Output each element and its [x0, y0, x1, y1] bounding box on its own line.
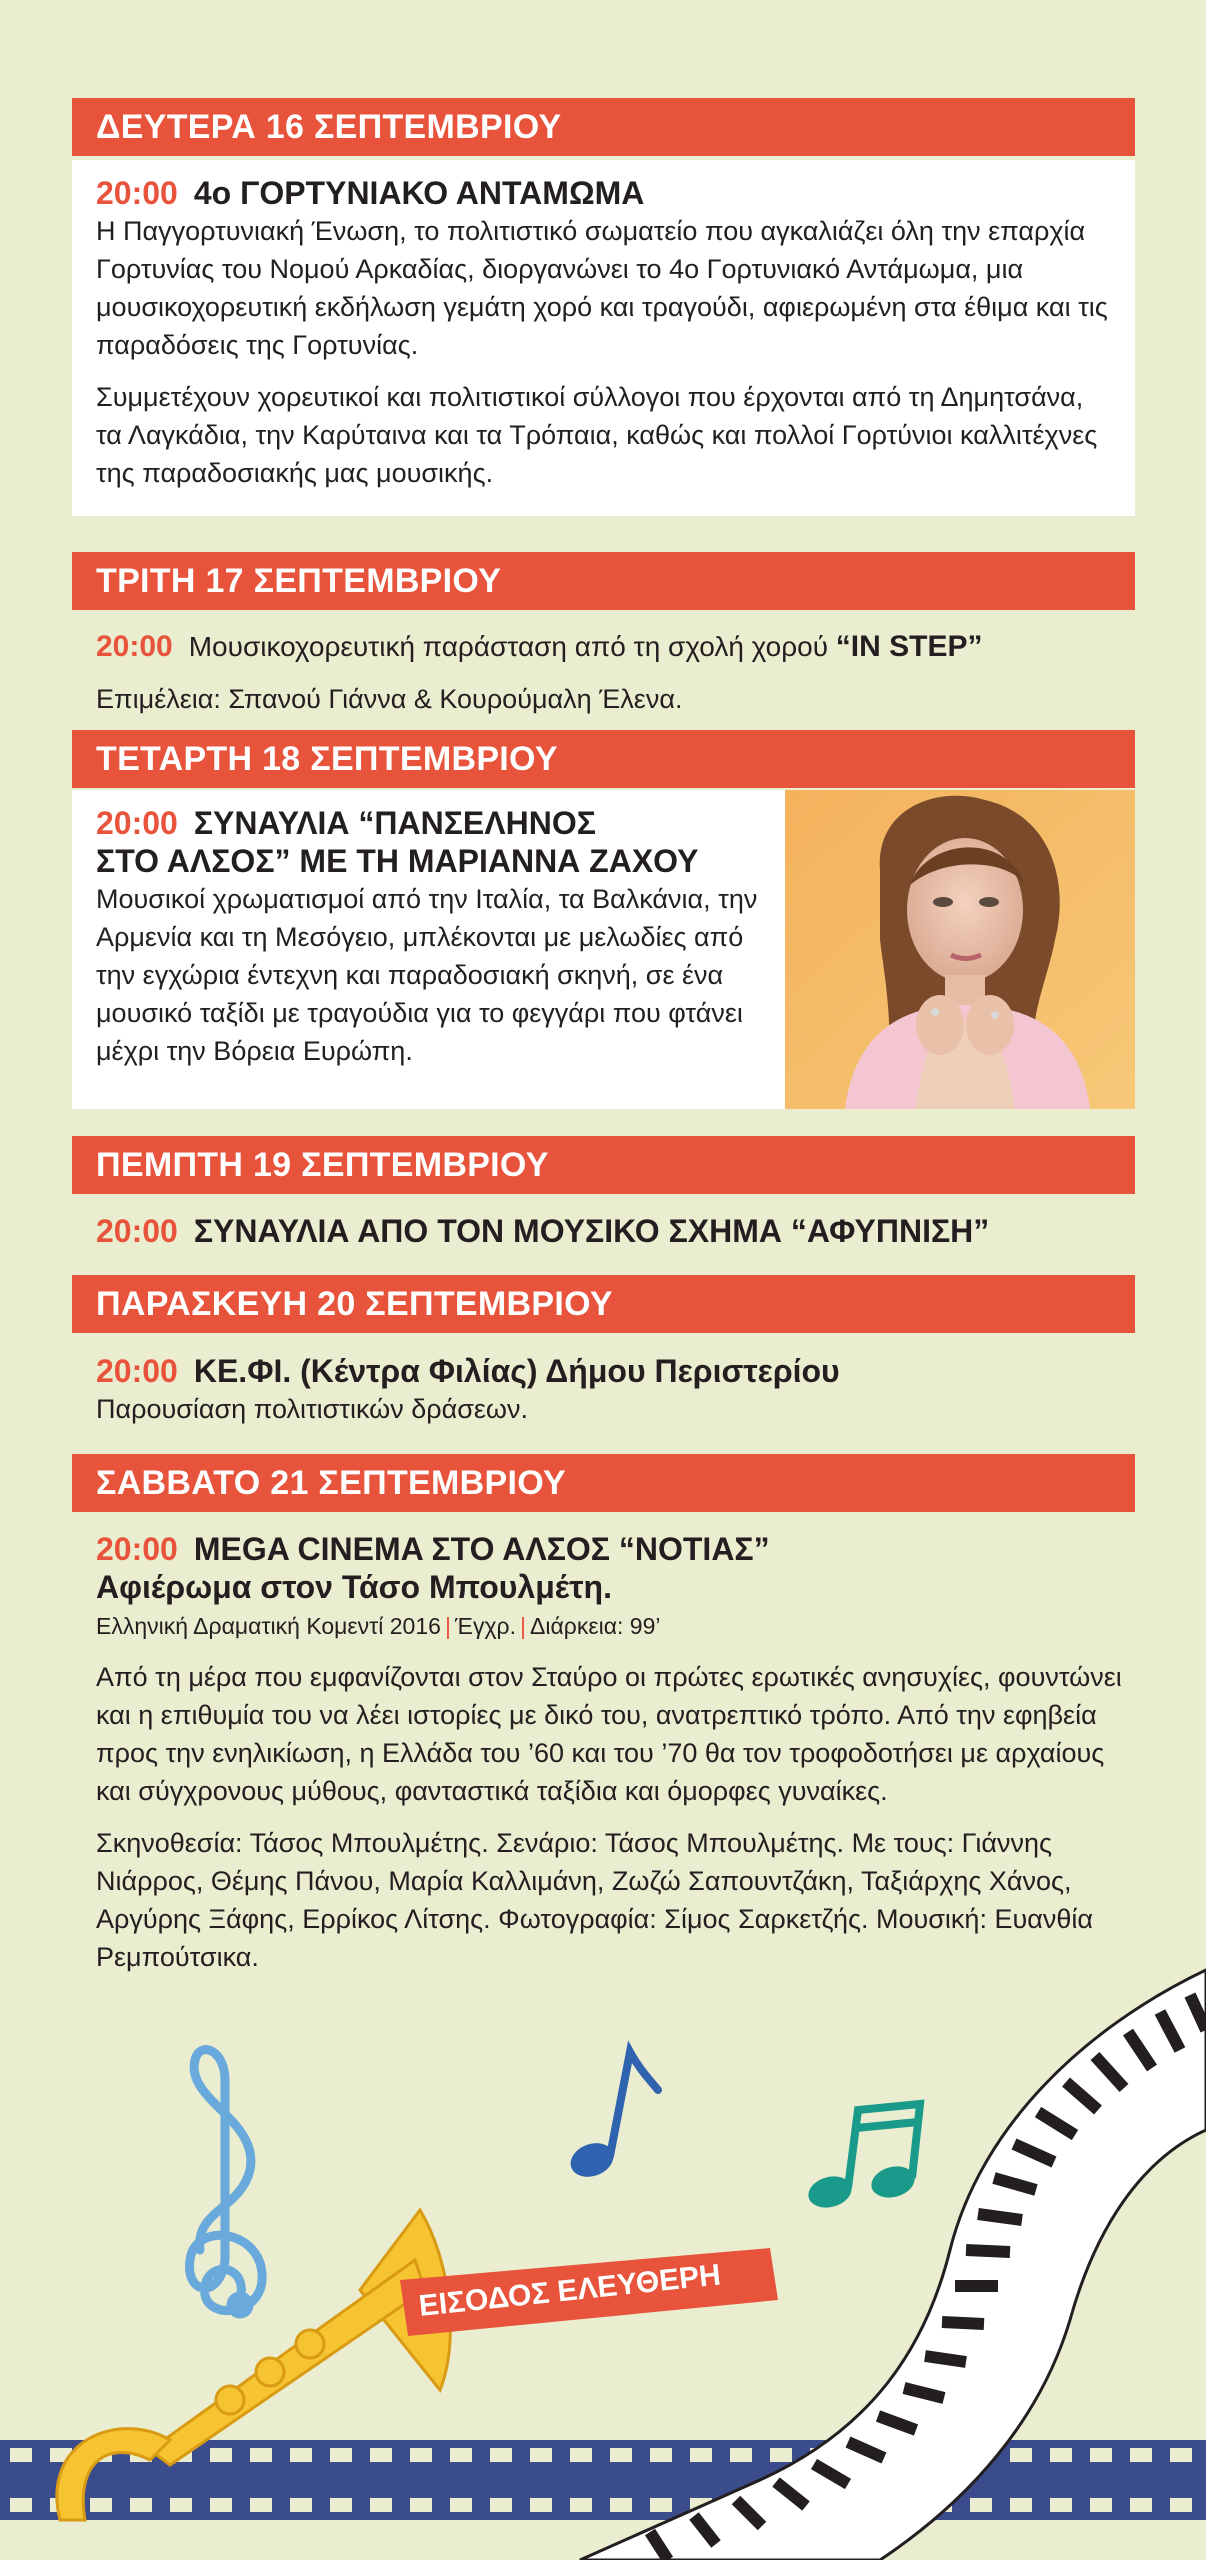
- event-title-dedication: Αφιέρωμα στον Τάσο Μπουλμέτη.: [96, 1569, 612, 1605]
- event-block-saturday: [96, 1530, 1146, 1976]
- day-heading-tuesday: ΤΡΙΤΗ 17 ΣΕΠΤΕΜΒΡΙΟΥ: [72, 552, 1135, 610]
- event-description: Η Παγγορτυνιακή Ένωση, το πολιτιστικό σωματείο που αγκαλιάζει όλη την επαρχία Γορτυνίας του Νομού Αρκαδίας, διοργανώνει το 4ο Γορτυνιακό Αντάμωμα, μια μουσικοχορευτική εκδήλωση γεμάτη χορό και τραγούδι, αφιερωμένη στα έθιμα και τις παραδόσεις της Γορτυνίας.: [96, 216, 1108, 360]
- event-time: 20:00: [96, 175, 178, 211]
- event-block-thursday: [96, 1212, 1136, 1250]
- film-synopsis: Από τη μέρα που εμφανίζονται στον Σταύρο οι πρώτες ερωτικές ανησυχίες, φουντώνει και η επιθυμία του να λέει ιστορίες με δικό του, ανατρεπτικό τρόπο. Από την εφηβεία προς την ενηλικίωση, η Ελλάδα του ’60 και του ’70 θα τον τροφοδοτήσει με αρχαίους και σύγχρονους μύθους, φανταστικά ταξίδια και όμορφες γυναίκες.: [96, 1662, 1122, 1806]
- event-title: [96, 1212, 1136, 1250]
- event-block-tuesday: [96, 628, 1136, 718]
- meta-separator: |: [444, 1613, 451, 1639]
- eighth-note-icon: [566, 2052, 658, 2183]
- day-heading-saturday: ΣΑΒΒΑΤΟ 21 ΣΕΠΤΕΜΒΡΙΟΥ: [72, 1454, 1135, 1512]
- beamed-notes-icon: [805, 2104, 920, 2212]
- event-time: 20:00: [96, 1213, 178, 1249]
- event-card-wednesday: [72, 790, 1135, 1109]
- day-heading-monday: ΔΕΥΤΕΡΑ 16 ΣΕΠΤΕΜΒΡΙΟΥ: [72, 98, 1135, 156]
- event-title-line2: ΣΤΟ ΑΛΣΟΣ” ΜΕ ΤΗ ΜΑΡΙΑΝΝΑ ΖΑΧΟΥ: [96, 843, 699, 879]
- event-title: [96, 804, 765, 880]
- film-meta: [96, 1610, 1146, 1642]
- event-title-text: MEGA CINEMA ΣΤΟ ΑΛΣΟΣ “ΝΟΤΙΑΣ”: [193, 1531, 770, 1567]
- day-heading-thursday: ΠΕΜΠΤΗ 19 ΣΕΠΤΕΜΒΡΙΟΥ: [72, 1136, 1135, 1194]
- film-color: Έγχρ.: [454, 1613, 517, 1639]
- event-title: [96, 1352, 1136, 1390]
- event-card-monday: [72, 160, 1135, 516]
- event-title-text: Μουσικοχορευτική παράσταση από τη σχολή χορού: [188, 631, 829, 662]
- artist-photo: [785, 790, 1135, 1109]
- film-duration: Διάρκεια: 99’: [530, 1613, 661, 1639]
- treble-clef-icon: [190, 2050, 263, 2314]
- event-title-text: ΣΥΝΑΥΛΙΑ ΑΠΟ ΤΟΝ ΜΟΥΣΙΚΟ ΣΧΗΜΑ “ΑΦΥΠΝΙΣΗ”: [193, 1213, 990, 1249]
- event-title: [96, 174, 1111, 212]
- music-decoration: [0, 1960, 1206, 2560]
- event-subtitle: Επιμέλεια: Σπανού Γιάννα & Κουρούμαλη Έλενα.: [96, 684, 683, 714]
- film-genre: Ελληνική Δραματική Κομεντί 2016: [96, 1613, 441, 1639]
- film-credits: Σκηνοθεσία: Τάσος Μπουλμέτης. Σενάριο: Τάσος Μπουλμέτης. Με τους: Γιάννης Νιάρρος, Θέμης Πάνου, Μαρία Καλλιμάνη, Ζωζώ Σαπουντζάκη, Ταξιάρχης Χάνος, Αργύρης Ξάφης, Ερρίκος Λίτσης. Φωτογραφία: Σίμος Σαρκετζής. Μουσική: Ευανθία Ρεμπούτσικα.: [96, 1828, 1093, 1972]
- event-block-friday: [96, 1352, 1136, 1428]
- event-participants: Συμμετέχουν χορευτικοί και πολιτιστικοί σύλλογοι που έρχονται από τη Δημητσάνα, τα Λαγκάδια, την Καρύταινα και τα Τρόπαια, καθώς και πολλοί Γορτύνιοι καλλιτέχνες της παραδοσιακής μας μουσικής.: [96, 382, 1098, 488]
- event-title: [96, 1530, 1146, 1568]
- event-title: [96, 628, 1136, 666]
- event-subtitle: Παρουσίαση πολιτιστικών δράσεων.: [96, 1394, 528, 1424]
- day-heading-friday: ΠΑΡΑΣΚΕΥΗ 20 ΣΕΠΤΕΜΒΡΙΟΥ: [72, 1275, 1135, 1333]
- event-description: Μουσικοί χρωματισμοί από την Ιταλία, τα Βαλκάνια, την Αρμενία και τη Μεσόγειο, μπλέκονται με μελωδίες από την εγχώρια έντεχνη και παραδοσιακή σκηνή, σε ένα μουσικό ταξίδι με τραγούδια για το φεγγάρι που φτάνει μέχρι την Βόρεια Ευρώπη.: [96, 884, 758, 1066]
- event-time: 20:00: [96, 630, 173, 663]
- day-heading-wednesday: ΤΕΤΑΡΤΗ 18 ΣΕΠΤΕΜΒΡΙΟΥ: [72, 730, 1135, 788]
- free-entrance-banner: [400, 2248, 778, 2336]
- event-title-text: ΚΕ.ΦΙ. (Κέντρα Φιλίας) Δήμου Περιστερίου: [193, 1353, 840, 1389]
- event-title-highlight: “IN STEP”: [835, 630, 983, 663]
- event-title-line1: ΣΥΝΑΥΛΙΑ “ΠΑΝΣΕΛΗΝΟΣ: [193, 805, 596, 841]
- event-time: 20:00: [96, 805, 178, 841]
- meta-separator: |: [520, 1613, 526, 1639]
- event-time: 20:00: [96, 1353, 178, 1389]
- free-entrance-label: ΕΙΣΟΔΟΣ ΕΛΕΥΘΕΡΗ: [417, 2258, 723, 2323]
- event-title-text: 4ο ΓΟΡΤΥΝΙΑΚΟ ΑΝΤΑΜΩΜΑ: [193, 175, 645, 211]
- event-time: 20:00: [96, 1531, 178, 1567]
